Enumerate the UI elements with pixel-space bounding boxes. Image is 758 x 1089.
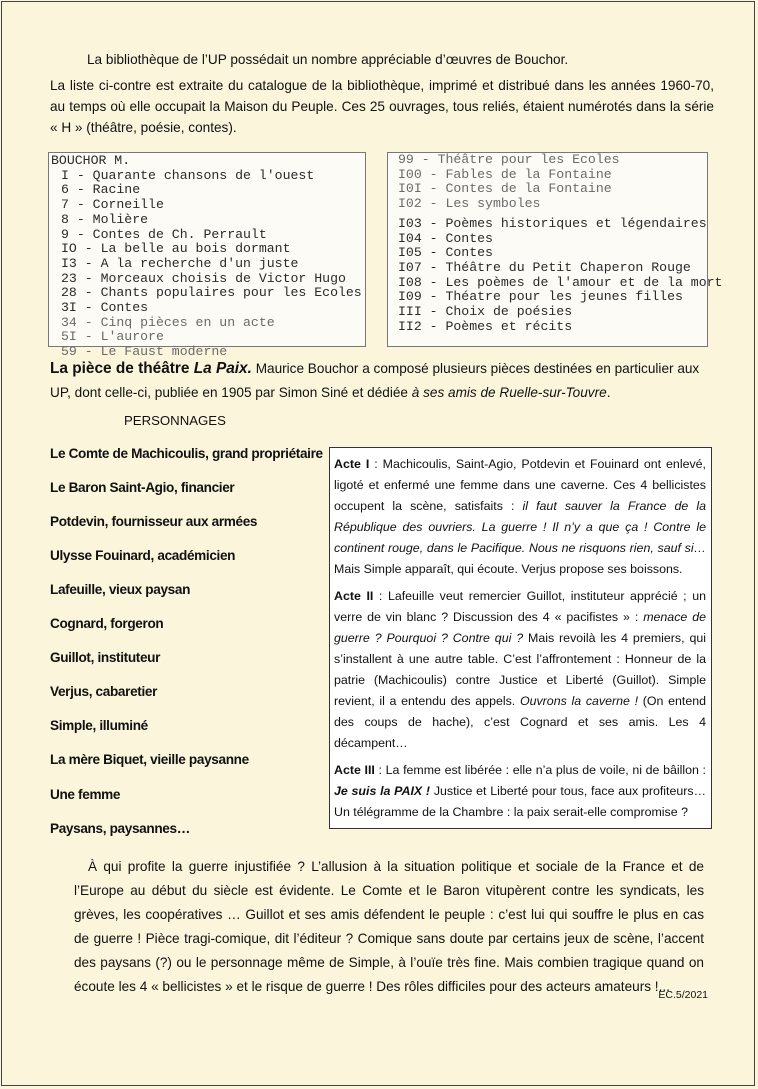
act-2-quote: menace de guerre ? Pourquoi ? Contre qui ? <box>334 610 706 645</box>
cast-member: Une femme <box>50 787 121 802</box>
catalog-item: 28 - Chants populaires pour les Ecoles <box>61 285 362 301</box>
catalog-item: I07 - Théâtre du Petit Chaperon Rouge <box>398 259 691 275</box>
catalog-item: I04 - Contes <box>398 230 493 246</box>
catalog-item: IO - La belle au bois dormant <box>61 241 291 257</box>
catalog-item: I09 - Théatre pour les jeunes filles <box>398 289 683 305</box>
intro-paragraph: La liste ci-contre est extraite du catalogue de la bibliothèque, imprimé et distribué dans les années 1960-70, au temps où elle occupait la Maison du Peuple. Ces 25 ouvrages, tous reliés, étaient numérotés dans la série « H » (théâtre, poésie, contes). <box>50 78 714 135</box>
closing-text: À qui profite la guerre injustifiée ? L’allusion à la situation politique et sociale de la France et de l’Europe au début du siècle est évidente. Le Comte et le Baron vitupèrent contre les syndicats, les grèves, les coopératives … Guillot et ses amis défendent le peuple : c’est lui qui souffre le plus en cas de guerre ! Pièce tragi-comique, dit l’éditeur ? Comique sans doute par certains jeux de scène, l’accent des paysans (?) ou le personnage même de Simple, à l’ouïe très fine. Mais combien tragique quand on écoute les 4 « bellicistes » et le risque de guerre ! Des rôles difficiles pour des acteurs amateurs !... <box>74 859 704 995</box>
acts-summary-box <box>329 447 712 829</box>
catalog-item: 59 - Le Faust moderne <box>61 344 228 360</box>
cast-member: Ulysse Fouinard, académicien <box>50 548 236 563</box>
play-dedication: à ses amis de Ruelle-sur-Touvre <box>411 385 607 400</box>
play-title: La Paix. <box>193 360 252 377</box>
cast-member: Simple, illuminé <box>50 718 148 733</box>
play-heading-lead: La pièce de théâtre <box>50 360 190 377</box>
catalog-author-header: BOUCHOR M. <box>51 153 131 168</box>
catalog-excerpt-left <box>48 152 366 360</box>
cast-member: Le Comte de Machicoulis, grand propriétaire <box>50 446 323 461</box>
act-2-text: : Lafeuille veut remercier Guillot, instituteur apprécié ; un verre de vin blanc ? Discussion des 4 « pacifistes » : <box>334 589 706 624</box>
act-3-text: : La femme est libérée : elle n’a plus de voile, ni de bâillon : <box>374 763 706 777</box>
catalog-item: I08 - Les poèmes de l'amour et de la mort <box>398 274 723 290</box>
cast-member: Le Baron Saint-Agio, financier <box>50 480 235 495</box>
catalog-item: I3 - A la recherche d'un juste <box>61 255 299 271</box>
catalog-item: I - Quarante chansons de l'ouest <box>61 167 315 183</box>
catalog-item: I02 - Les symboles <box>398 196 541 212</box>
play-introduction <box>50 357 720 405</box>
play-text-end: . <box>606 385 611 400</box>
credit-footer: EC.5/2021 <box>658 989 708 1001</box>
act-2 <box>334 586 706 754</box>
catalog-item: 9 - Contes de Ch. Perrault <box>61 226 267 242</box>
catalog-item: 99 - Théâtre pour les Ecoles <box>398 152 620 167</box>
act-1-quote: il faut sauver la France de la République des ouvriers. La guerre ! Il n’y a que ça ! Contre le continent rouge, dans le Pacifique. Nous ne risquons rien, sauf si… <box>334 499 706 555</box>
cast-member: La mère Biquet, vieille paysanne <box>50 752 249 767</box>
cast-member: Cognard, forgeron <box>50 616 164 631</box>
act-3-text-end: Justice et Liberté pour tous, face aux profiteurs… Un télégramme de la Chambre : la paix serait-elle compromise ? <box>334 784 706 819</box>
act-1-text: : Machicoulis, Saint-Agio, Potdevin et Fouinard ont enlevé, ligoté et enfermé une femme dans une caverne. Ces 4 bellicistes occupent la scène, satisfaits : <box>334 457 706 513</box>
act-2-text-middle: Mais revoilà les 4 premiers, qui s’installent à une autre table. C’est l’affrontement : Honneur de la patrie (Machicoulis) contre Justice et Liberté (Guillot). Simple revient, il a entendu des appels. <box>334 631 706 708</box>
catalog-item: II2 - Poèmes et récits <box>398 318 573 334</box>
catalog-item: 7 - Corneille <box>61 197 164 213</box>
closing-paragraph <box>74 855 704 1000</box>
catalog-item: 8 - Molière <box>61 211 149 227</box>
catalog-item: 5I - L'aurore <box>61 329 164 345</box>
catalog-item: 34 - Cinq pièces en un acte <box>61 314 275 330</box>
cast-member: Verjus, cabaretier <box>50 684 158 699</box>
play-text: Maurice Bouchor a composé plusieurs pièces destinées en particulier aux UP, dont celle-ci, publiée en 1905 par Simon Siné et dédiée <box>50 361 700 400</box>
catalog-item: 3I - Contes <box>61 300 149 316</box>
cast-member: Lafeuille, vieux paysan <box>50 582 191 597</box>
cast-member: Guillot, instituteur <box>50 650 161 665</box>
act-1-label: Acte I <box>334 457 370 471</box>
act-1-text-end: Mais Simple apparaît, qui écoute. Verjus propose ses boissons. <box>334 562 683 576</box>
act-3-label: Acte III <box>334 763 375 777</box>
catalog-item: 23 - Morceaux choisis de Victor Hugo <box>61 270 346 286</box>
play-heading <box>50 360 252 377</box>
personnages-heading: PERSONNAGES <box>124 413 226 428</box>
act-1 <box>334 454 706 580</box>
act-2-label: Acte II <box>334 589 374 603</box>
act-2-text-end: (On entend des coups de hache), c’est Cognard et ses amis. Les 4 décampent… <box>334 694 706 750</box>
catalog-item: 6 - Racine <box>61 182 141 198</box>
catalog-item: III - Choix de poésies <box>398 304 573 320</box>
act-2-quote-2: Ouvrons la caverne ! <box>519 694 639 708</box>
catalog-item: I0I - Contes de la Fontaine <box>398 181 612 197</box>
act-3 <box>334 760 706 823</box>
intro-line-1: La bibliothèque de l’UP possédait un nombre appréciable d’œuvres de Bouchor. <box>87 52 569 67</box>
catalog-item: I00 - Fables de la Fontaine <box>398 166 612 182</box>
cast-member: Potdevin, fournisseur aux armées <box>50 514 258 529</box>
catalog-item: I05 - Contes <box>398 245 493 261</box>
cast-member: Paysans, paysannes… <box>50 821 190 836</box>
catalog-item: I03 - Poèmes historiques et légendaires <box>398 215 707 231</box>
catalog-excerpt-right <box>387 152 723 347</box>
act-3-quote: Je suis la PAIX ! <box>334 784 431 798</box>
